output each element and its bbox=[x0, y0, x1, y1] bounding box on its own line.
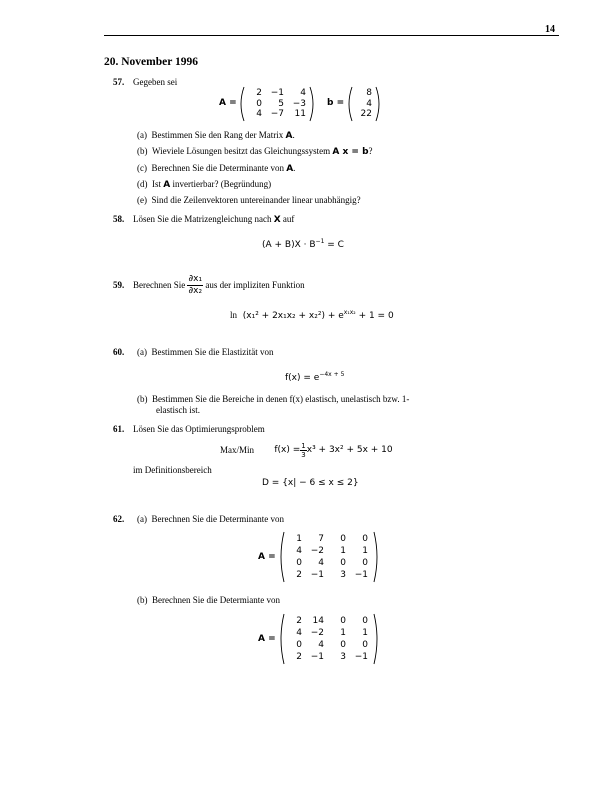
matrix-cell: −1 bbox=[354, 569, 368, 580]
date-heading: 20. November 1996 bbox=[104, 56, 199, 68]
problem-62-b: (b) Berechnen Sie die Determiante von bbox=[137, 595, 280, 605]
matrix-cell: 22 bbox=[360, 109, 372, 120]
matrix-cell: 4 bbox=[318, 557, 324, 568]
problem-61-domain-text: im Definitionsbereich bbox=[133, 465, 212, 475]
matrix-cell: 11 bbox=[294, 109, 306, 120]
problem-57-number: 57. bbox=[113, 77, 125, 87]
matrix-cell: 2 bbox=[296, 615, 302, 626]
matrix-cell: 0 bbox=[256, 98, 262, 109]
matrix-cell: 0 bbox=[340, 639, 346, 650]
matrix-cell: 2 bbox=[296, 651, 302, 662]
partial-fraction: $\frac{\text{∂x₁}}{\text{∂x₂}}$ bbox=[188, 273, 203, 296]
matrix-cell: 4 bbox=[300, 87, 306, 98]
right-parenthesis bbox=[374, 532, 377, 582]
problem-57-item-c: (c) Berechnen Sie die Determinante von A. bbox=[137, 163, 296, 174]
problem-57-item-e: (e) Sind die Zeilenvektoren untereinander linear unabhängig? bbox=[137, 195, 361, 205]
matrix-cell: 4 bbox=[366, 98, 372, 109]
matrix-cell: 7 bbox=[318, 533, 324, 544]
problem-60-b-cont: elastisch ist. bbox=[156, 405, 200, 415]
matrix-cell: 14 bbox=[312, 615, 324, 626]
problem-57-item-d: (d) Ist A invertierbar? (Begründung) bbox=[137, 179, 272, 190]
matrix-cell: −1 bbox=[354, 651, 368, 662]
problem-60-equation: $f(x) = e^{-4x + 5}$ bbox=[285, 371, 345, 383]
matrix-cell: 1 bbox=[340, 545, 346, 556]
matrix-cell: 4 bbox=[296, 627, 302, 638]
problem-61-domain-equation: D = {x| − 6 ≤ x ≤ 2} bbox=[262, 478, 359, 488]
right-parenthesis bbox=[374, 614, 377, 664]
matrix-cell: 0 bbox=[362, 557, 368, 568]
matrix-cell: 2 bbox=[296, 569, 302, 580]
vector-b bbox=[346, 86, 382, 122]
matrix-62b-label: A = bbox=[258, 634, 276, 644]
matrix-62b bbox=[278, 613, 380, 665]
matrix-cell: 4 bbox=[318, 639, 324, 650]
problem-57-intro: Gegeben sei bbox=[133, 77, 178, 87]
matrix-cell: 0 bbox=[340, 533, 346, 544]
matrix-cell: 2 bbox=[256, 87, 262, 98]
matrix-cell: −1 bbox=[310, 651, 324, 662]
matrix-cell: 3 bbox=[340, 651, 346, 662]
matrix-cell: 1 bbox=[340, 627, 346, 638]
right-parenthesis bbox=[310, 87, 313, 121]
problem-60-number: 60. bbox=[113, 347, 125, 357]
problem-57-item-b: (b) Wieviele Lösungen besitzt das Gleichungssystem A x = b? bbox=[137, 146, 373, 157]
problem-59-number: 59. bbox=[113, 280, 125, 290]
matrix-cell: −1 bbox=[310, 569, 324, 580]
page-number: 14 bbox=[545, 24, 555, 35]
problem-58-number: 58. bbox=[113, 214, 125, 224]
problem-61-number: 61. bbox=[113, 424, 125, 434]
matrix-cell: 0 bbox=[362, 615, 368, 626]
matrix-cell: −3 bbox=[292, 98, 306, 109]
matrix-A bbox=[238, 86, 316, 122]
vector-b-label: b = bbox=[327, 98, 345, 108]
problem-59-equation: $\ln (x_1^2 + 2x_1x_2 + x_2^2) + e^{x_1x_2} + 1 = 0$ bbox=[230, 309, 394, 321]
problem-62-a: (a) Berechnen Sie die Determinante von bbox=[137, 514, 284, 524]
problem-61-intro: Lösen Sie das Optimierungsproblem bbox=[133, 424, 265, 434]
problem-60-a: (a) Bestimmen Sie die Elastizität von bbox=[137, 347, 274, 357]
matrix-cell: 0 bbox=[296, 557, 302, 568]
matrix-cell: 3 bbox=[340, 569, 346, 580]
problem-61-objective: Max/Min f(x) = $\frac{1}{3}$ x³ + 3x² + 5x + 10 bbox=[220, 441, 393, 459]
matrix-cell: −7 bbox=[270, 109, 284, 120]
problem-62-number: 62. bbox=[113, 514, 125, 524]
matrix-cell: 0 bbox=[362, 639, 368, 650]
problem-58-equation: $(A + B)X \cdot B^{-1} = C$ bbox=[262, 238, 344, 250]
matrix-A-label: A = bbox=[219, 98, 237, 108]
matrix-62a bbox=[278, 531, 380, 583]
matrix-cell: 0 bbox=[340, 615, 346, 626]
matrix-cell: 1 bbox=[362, 627, 368, 638]
matrix-cell: 1 bbox=[362, 545, 368, 556]
problem-60-b: (b) Bestimmen Sie die Bereiche in denen f(x) elastisch, unelastisch bzw. 1- bbox=[137, 394, 410, 404]
matrix-cell: 4 bbox=[256, 109, 262, 120]
matrix-cell: 0 bbox=[296, 639, 302, 650]
matrix-cell: −2 bbox=[310, 627, 324, 638]
matrix-cell: 5 bbox=[278, 98, 284, 109]
problem-59-intro: Berechnen Sie $\frac{\text{∂x₁}}{\text{∂x₂}}$ aus der impliziten Funktion bbox=[133, 273, 305, 296]
problem-58-intro: Lösen Sie die Matrizengleichung nach X auf bbox=[133, 214, 295, 225]
matrix-cell: 0 bbox=[340, 557, 346, 568]
header-rule bbox=[104, 35, 559, 36]
matrix-62a-label: A = bbox=[258, 552, 276, 562]
matrix-cell: 0 bbox=[362, 533, 368, 544]
right-parenthesis bbox=[376, 87, 379, 121]
matrix-cell: 4 bbox=[296, 545, 302, 556]
problem-57-item-a: (a) Bestimmen Sie den Rang der Matrix A. bbox=[137, 130, 295, 141]
matrix-cell: 8 bbox=[366, 87, 372, 98]
matrix-cell: −2 bbox=[310, 545, 324, 556]
one-third-fraction: $\frac{1}{3}$ bbox=[301, 441, 306, 459]
matrix-cell: 1 bbox=[296, 533, 302, 544]
matrix-cell: −1 bbox=[270, 87, 284, 98]
